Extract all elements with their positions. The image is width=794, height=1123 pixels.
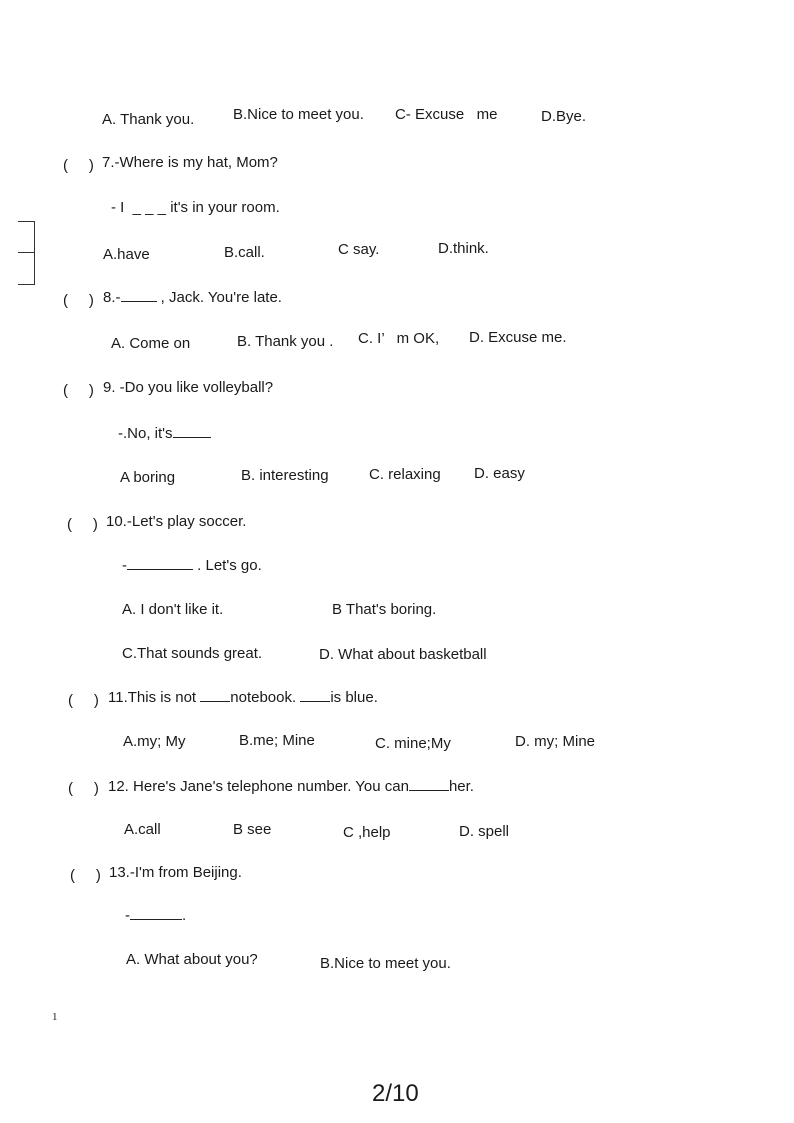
q10-question: 10.-Let's play soccer. (106, 513, 247, 530)
q8-question-end: , Jack. You're late. (156, 289, 282, 306)
q11-blank-1[interactable] (200, 689, 230, 702)
q11-answer-bracket[interactable]: ( ) (68, 692, 99, 709)
q12-option-d: D. spell (459, 823, 510, 840)
q10-answer-bracket[interactable]: ( ) (67, 516, 98, 533)
q7-option-a: A.have (103, 246, 150, 263)
q10-option-d: D. What about basketball (319, 646, 487, 663)
q10-answer-text: . Let's go. (193, 557, 262, 574)
q12-option-b: B see (233, 821, 272, 838)
q11-question-mid: notebook. (230, 689, 301, 706)
q13-question: 13.-I'm from Beijing. (109, 864, 242, 881)
q9-option-a: A boring (120, 469, 176, 486)
q11-option-b: B.me; Mine (239, 732, 315, 749)
q6-option-d: D.Bye. (541, 108, 587, 125)
q8-option-d: D. Excuse me. (469, 329, 567, 346)
q13-answer-line (125, 907, 186, 925)
q13-answer-bracket[interactable]: ( ) (70, 867, 101, 884)
q12-answer-bracket[interactable]: ( ) (68, 780, 99, 797)
q7-answer-line: - I _ _ _ it's in your room. (111, 199, 280, 216)
q10-blank[interactable] (127, 557, 193, 570)
q8-option-b: B. Thank you . (237, 333, 334, 350)
q12-question-end: her. (448, 778, 474, 795)
binding-bracket (18, 221, 35, 285)
q11-question-end: is blue. (330, 689, 378, 706)
q13-answer-end: . (182, 907, 187, 924)
q10-option-a: A. I don't like it. (122, 601, 224, 618)
q9-answer-line (118, 425, 211, 443)
q6-option-b: B.Nice to meet you. (233, 106, 364, 123)
q6-option-a: A. Thank you. (102, 111, 195, 128)
q9-question: 9. -Do you like volleyball? (103, 379, 274, 396)
q11-option-d: D. my; Mine (515, 733, 596, 750)
q11-blank-2[interactable] (300, 689, 330, 702)
q13-blank[interactable] (130, 907, 182, 920)
q7-option-c: C say. (338, 241, 380, 258)
q11-option-c: C. mine;My (375, 735, 451, 752)
q9-option-b: B. interesting (241, 467, 329, 484)
margin-number: 1 (52, 1011, 58, 1023)
q12-option-c: C ,help (343, 824, 391, 841)
q13-option-a: A. What about you? (126, 951, 258, 968)
q9-blank[interactable] (173, 425, 211, 438)
q8-question (103, 289, 282, 307)
q11-question (108, 689, 378, 707)
q11-question-start: 11.This is not (108, 689, 201, 706)
q10-answer-line (122, 557, 262, 575)
q8-option-a: A. Come on (111, 335, 191, 352)
binding-line (18, 252, 34, 253)
q6-option-c: C- Excuse me (395, 106, 498, 123)
q10-answer-dash: - (122, 557, 127, 574)
q10-option-c: C.That sounds great. (122, 645, 263, 662)
q7-answer-bracket[interactable]: ( ) (63, 157, 94, 174)
q8-answer-bracket[interactable]: ( ) (63, 292, 94, 309)
q8-blank[interactable] (121, 289, 157, 302)
page-number: 2/10 (372, 1080, 419, 1107)
q8-option-c: C. I’ m OK, (358, 330, 440, 347)
q11-option-a: A.my; My (123, 733, 186, 750)
q7-option-d: D.think. (438, 240, 489, 257)
q12-question-start: 12. Here's Jane's telephone number. You can (108, 778, 409, 795)
q7-question: 7.-Where is my hat, Mom? (102, 154, 278, 171)
q9-answer-bracket[interactable]: ( ) (63, 382, 94, 399)
q9-option-d: D. easy (474, 465, 525, 482)
q9-option-c: C. relaxing (369, 466, 441, 483)
q8-question-start: 8.- (103, 289, 121, 306)
q12-option-a: A.call (124, 821, 161, 838)
q9-answer-text: -.No, it's (118, 425, 173, 442)
q12-question (108, 778, 474, 796)
q12-blank[interactable] (409, 778, 449, 791)
q10-option-b: B That's boring. (332, 601, 437, 618)
q13-answer-dash: - (125, 907, 130, 924)
q13-option-b: B.Nice to meet you. (320, 955, 451, 972)
q7-option-b: B.call. (224, 244, 265, 261)
